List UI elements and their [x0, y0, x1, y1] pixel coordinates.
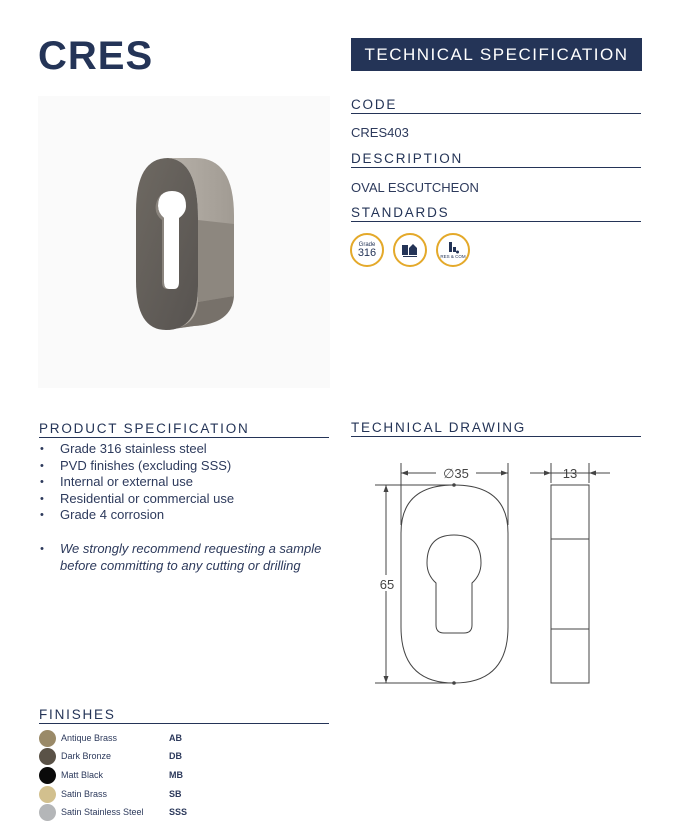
spec-item: • Grade 316 stainless steel	[39, 441, 334, 458]
finish-code: AB	[169, 733, 182, 743]
spec-item: • PVD finishes (excluding SSS)	[39, 458, 334, 475]
finish-name: Dark Bronze	[61, 751, 112, 761]
finish-row	[39, 729, 182, 747]
technical-specification-banner	[351, 38, 642, 71]
finish-name: Satin Stainless Steel	[61, 807, 144, 817]
banner-title: TECHNICAL SPECIFICATION	[364, 44, 629, 64]
grade-badge-line2: 316	[357, 246, 377, 259]
finish-swatch	[39, 804, 56, 821]
escutcheon-render	[38, 96, 330, 388]
width-dimension: ∅35	[443, 466, 469, 481]
description-heading: DESCRIPTION	[351, 151, 641, 168]
grade-316-badge-icon	[350, 233, 384, 267]
finish-swatch	[39, 786, 56, 803]
standards-badges	[350, 233, 470, 267]
finish-row	[39, 766, 183, 784]
technical-drawing-heading: TECHNICAL DRAWING	[351, 420, 641, 437]
spec-note: • We strongly recommend requesting a sample before committing to any cutting or drilling	[39, 541, 329, 574]
finish-code: MB	[169, 770, 183, 780]
finish-name: Matt Black	[61, 770, 104, 780]
building-icon	[400, 241, 420, 259]
product-image	[38, 96, 330, 388]
height-dimension: 65	[379, 577, 395, 592]
finish-swatch	[39, 748, 56, 765]
description-value: OVAL ESCUTCHEON	[351, 180, 479, 195]
finish-code: SB	[169, 789, 182, 799]
grade-badge-line1: Grade	[358, 241, 376, 248]
standards-heading: STANDARDS	[351, 205, 641, 222]
finishes-heading: FINISHES	[39, 707, 329, 724]
finish-row	[39, 785, 182, 803]
residential-commercial-badge-icon	[393, 233, 427, 267]
spec-note-list	[39, 541, 329, 574]
finish-name: Satin Brass	[61, 789, 108, 799]
finish-swatch	[39, 767, 56, 784]
spec-item: • Internal or external use	[39, 474, 334, 491]
depth-dimension: 13	[562, 466, 578, 481]
brand-logo: CRES	[38, 34, 154, 78]
spec-item: • Residential or commercial use	[39, 491, 334, 508]
tower-icon	[446, 241, 460, 255]
spec-item: • Grade 4 corrosion	[39, 507, 334, 524]
res-com-badge-icon	[436, 233, 470, 267]
finish-name: Antique Brass	[61, 733, 118, 743]
code-heading: CODE	[351, 97, 641, 114]
product-spec-list	[39, 441, 334, 524]
finish-code: SSS	[169, 807, 188, 817]
finish-row	[39, 747, 182, 765]
finish-row	[39, 803, 187, 821]
res-com-badge-label: RES & COM	[440, 253, 466, 259]
code-value: CRES403	[351, 125, 409, 140]
product-specification-heading: PRODUCT SPECIFICATION	[39, 421, 329, 438]
finish-code: DB	[169, 751, 182, 761]
finish-swatch	[39, 730, 56, 747]
technical-drawing	[370, 455, 620, 695]
